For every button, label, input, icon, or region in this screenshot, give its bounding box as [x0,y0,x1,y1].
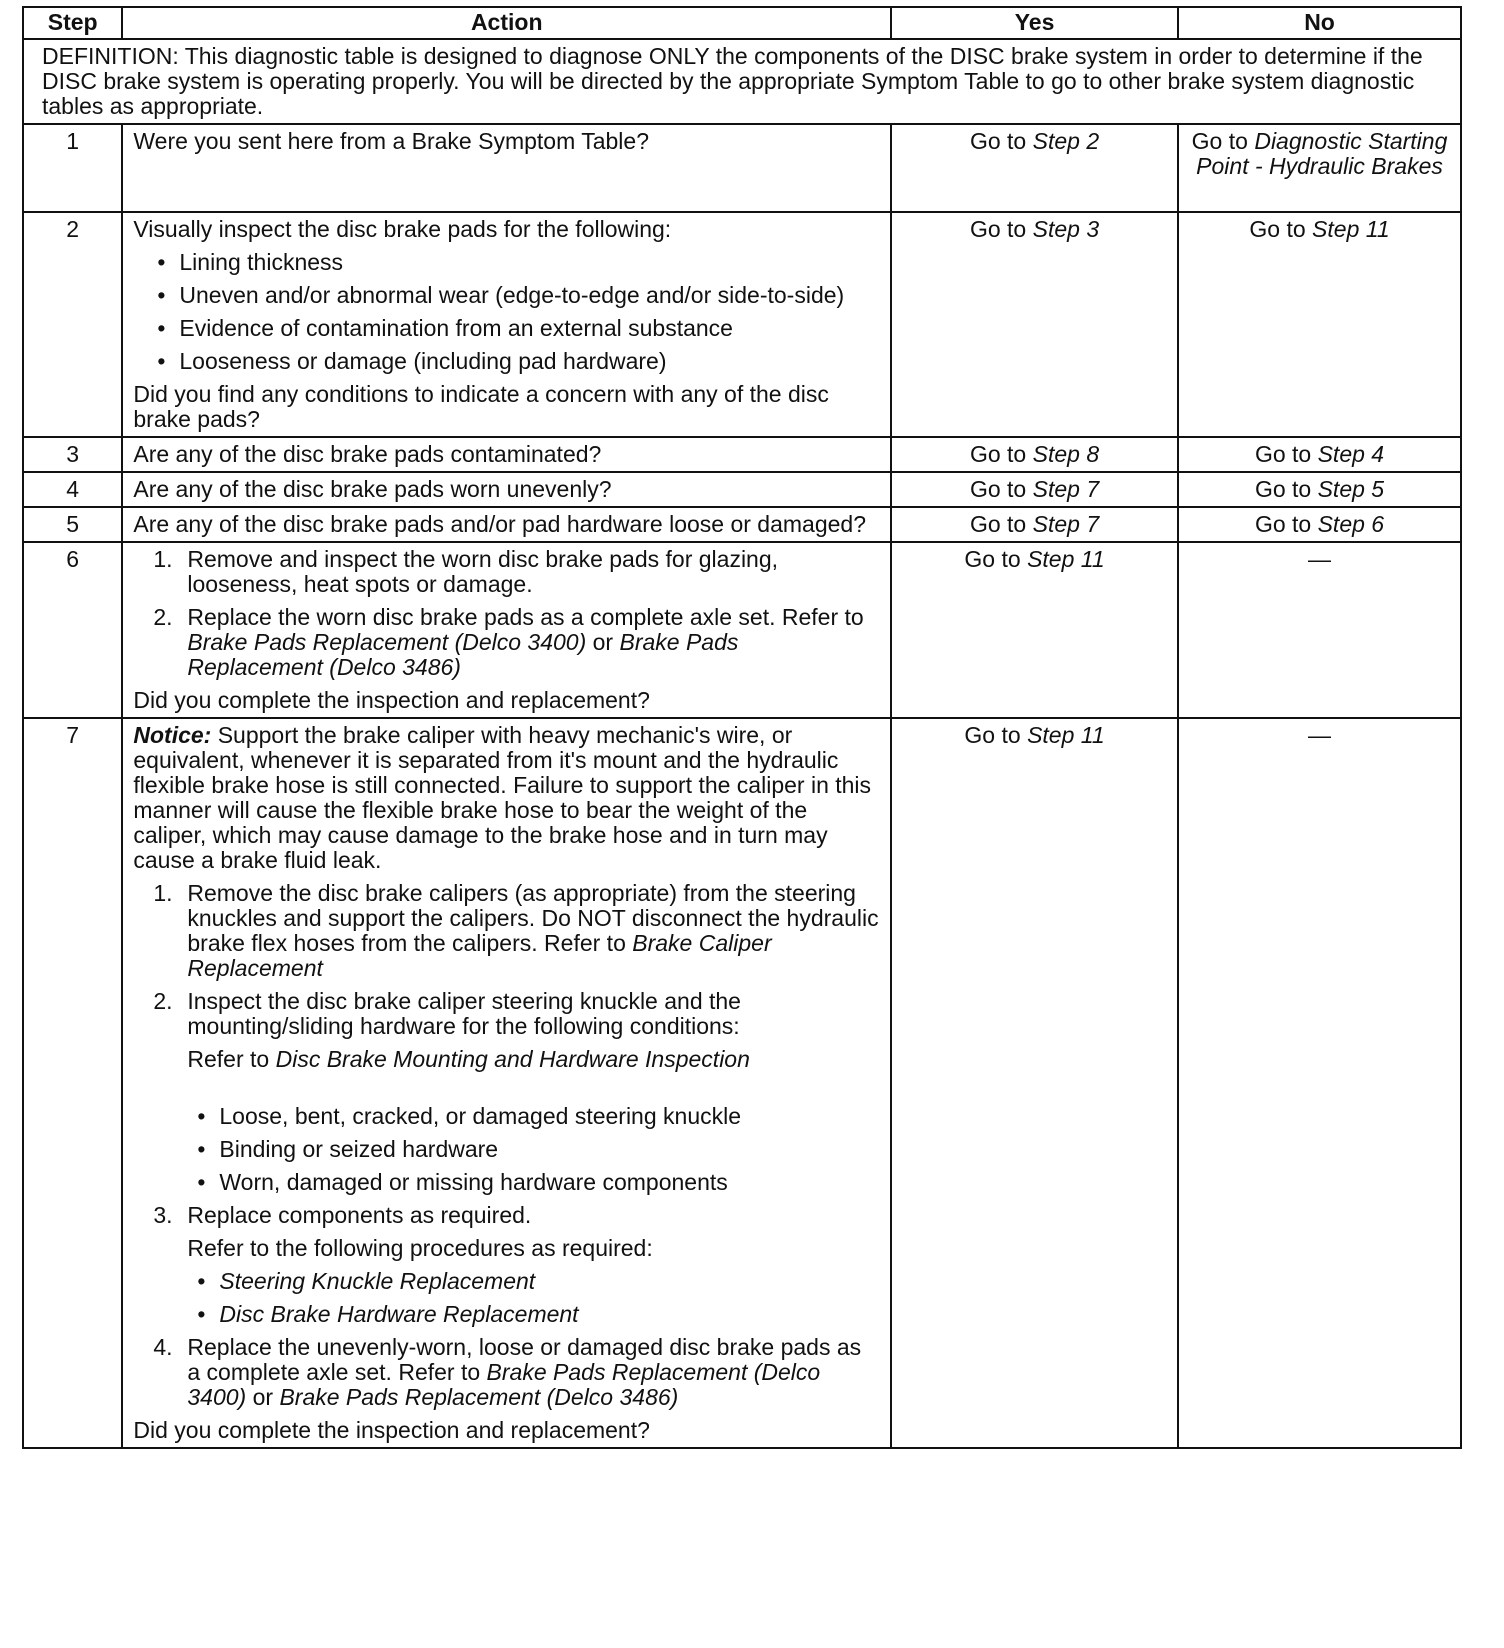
item-number: 2. [153,988,173,1014]
dash-mark: — [1308,722,1332,748]
brake-pads-replacement-3400-link[interactable]: Brake Pads Replacement (Delco 3400) [187,629,587,655]
yes-cell [891,542,1178,718]
item-text: Remove and inspect the worn disc brake pads for glazing, looseness, heat spots or damage. [187,546,779,597]
refer-line [133,1047,880,1072]
refer-to-text: Refer to [544,930,626,956]
notice-label: Notice: [133,722,212,748]
definition-text: DEFINITION: This diagnostic table is designed to diagnose ONLY the components of the DISC brake system in order to determine if the DISC brake system is operating properly. You will be directed by the appropriate Symptom Table to go to other brake system diagnostic tables as appropriate. [23,39,1461,124]
step-link[interactable]: Step 7 [1032,476,1100,502]
step-number: 3 [23,437,122,472]
action-cell [122,542,891,718]
numbered-item [133,1203,880,1228]
table-row [23,507,1461,542]
step-link[interactable]: Step 3 [1032,216,1100,242]
action-cell [122,472,891,507]
goto-text: Go to [964,546,1021,572]
step-number: 1 [23,124,122,212]
item-number: 2. [153,604,173,630]
step-number: 6 [23,542,122,718]
numbered-item [133,881,880,981]
action-cell [122,124,891,212]
step-link[interactable]: Step 4 [1317,441,1385,467]
bullet-item: • Uneven and/or abnormal wear (edge-to-edge and/or side-to-side) [133,283,880,308]
step-link[interactable]: Step 2 [1032,128,1100,154]
numbered-item [133,1335,880,1410]
brake-caliper-replacement-link[interactable]: Brake Caliper Replacement [187,930,772,981]
disc-brake-mounting-inspection-link[interactable]: Disc Brake Mounting and Hardware Inspection [275,1046,750,1072]
bullet-item [133,1302,880,1327]
question-text: Did you complete the inspection and replacement? [133,687,650,713]
steering-knuckle-replacement-link[interactable]: Steering Knuckle Replacement [219,1268,536,1294]
no-cell [1178,507,1461,542]
item-number: 1. [153,546,173,572]
header-row [23,7,1461,39]
goto-text: Go to [1254,476,1312,502]
item-text: Replace the worn disc brake pads as a complete axle set. [187,604,776,630]
question-text: Were you sent here from a Brake Symptom Table? [133,128,649,154]
refer-to-text: Refer to [187,1046,270,1072]
table-row [23,542,1461,718]
diagnostic-starting-point-link[interactable]: Diagnostic Starting Point - Hydraulic Brakes [1196,128,1448,179]
goto-text: Go to [1249,216,1306,242]
numbered-item [133,547,880,597]
header-no: No [1178,7,1461,39]
brake-pads-replacement-3486-link[interactable]: Brake Pads Replacement (Delco 3486) [279,1384,679,1410]
step-link[interactable]: Step 11 [1312,216,1390,242]
no-cell [1178,437,1461,472]
disc-brake-hardware-replacement-link[interactable]: Disc Brake Hardware Replacement [219,1301,579,1327]
step-number: 7 [23,718,122,1448]
numbered-item [133,605,880,680]
or-text: or [592,629,614,655]
step-link[interactable]: Step 11 [1027,722,1105,748]
action-cell [122,437,891,472]
definition-row [23,39,1461,124]
table-row [23,718,1461,1448]
refer-to-text: Refer to [398,1359,481,1385]
step-link[interactable]: Step 11 [1027,546,1105,572]
numbered-item [133,989,880,1039]
yes-cell [891,507,1178,542]
item-number: 3. [153,1202,173,1228]
goto-text: Go to [969,511,1027,537]
bullet-item: • Binding or seized hardware [133,1137,880,1162]
bullet-item: • Loose, bent, cracked, or damaged steering knuckle [133,1104,880,1129]
item-number: 1. [153,880,173,906]
step-number: 2 [23,212,122,437]
item-text: Remove the disc brake calipers (as appropriate) from the steering knuckles and support the calipers. Do NOT disconnect the hydraulic brake flex hoses from the calipers. [187,880,879,956]
question-text: Did you complete the inspection and replacement? [133,1417,650,1443]
dash-mark: — [1308,546,1332,572]
question-text: Are any of the disc brake pads worn unevenly? [133,476,612,502]
or-text: or [252,1384,274,1410]
no-cell [1178,718,1461,1448]
yes-cell [891,472,1178,507]
bullet-item: • Looseness or damage (including pad hardware) [133,349,880,374]
no-cell [1178,472,1461,507]
no-cell [1178,542,1461,718]
yes-cell [891,718,1178,1448]
item-text: Inspect the disc brake caliper steering knuckle and the mounting/sliding hardware for the following conditions: [187,988,741,1039]
yes-cell [891,124,1178,212]
table-row [23,212,1461,437]
brake-pads-replacement-3486-link[interactable]: Brake Pads Replacement (Delco 3486) [187,629,739,680]
step-link[interactable]: Step 8 [1032,441,1100,467]
goto-text: Go to [1254,511,1312,537]
goto-text: Go to [969,128,1027,154]
bullet-item: • Lining thickness [133,250,880,275]
diagnostic-page [22,6,1462,1449]
header-action: Action [122,7,891,39]
goto-text: Go to [969,441,1027,467]
yes-cell [891,437,1178,472]
step-link[interactable]: Step 6 [1317,511,1385,537]
no-cell [1178,212,1461,437]
goto-text: Go to [969,476,1027,502]
notice-body: Support the brake caliper with heavy mechanic's wire, or equivalent, whenever it is separated from it's mount and the hydraulic flexible brake hose is still connected. Failure to support the caliper in this manner will cause the flexible brake hose to bear the weight of the caliper, which may cause damage to the brake hose and in turn may cause a brake fluid leak. [133,722,872,873]
header-yes: Yes [891,7,1178,39]
brake-pads-replacement-3400-link[interactable]: Brake Pads Replacement (Delco 3400) [187,1359,821,1410]
no-cell [1178,124,1461,212]
step-link[interactable]: Step 5 [1317,476,1385,502]
action-cell [122,212,891,437]
goto-text: Go to [964,722,1021,748]
action-cell [122,718,891,1448]
table-row [23,124,1461,212]
diagnostic-table [22,6,1462,1449]
sub-text: Refer to the following procedures as required: [187,1235,653,1261]
item-number: 4. [153,1334,173,1360]
action-cell [122,507,891,542]
question-text: Are any of the disc brake pads contaminated? [133,441,602,467]
step-number: 4 [23,472,122,507]
question-text: Did you find any conditions to indicate a concern with any of the disc brake pads? [133,381,829,432]
table-row [23,437,1461,472]
bullet-item: • Evidence of contamination from an external substance [133,316,880,341]
bullet-item: • Worn, damaged or missing hardware components [133,1170,880,1195]
step-number: 5 [23,507,122,542]
goto-text: Go to [969,216,1027,242]
table-row [23,472,1461,507]
refer-to-text: Refer to [781,604,864,630]
goto-text: Go to [1254,441,1312,467]
bullet-item [133,1269,880,1294]
step-link[interactable]: Step 7 [1032,511,1100,537]
goto-text: Go to [1191,128,1248,154]
yes-cell [891,212,1178,437]
question-text: Are any of the disc brake pads and/or pad hardware loose or damaged? [133,511,867,537]
item-text: Replace components as required. [187,1202,532,1228]
item-text: Replace the unevenly-worn, loose or damaged disc brake pads as a complete axle set. [187,1334,862,1385]
intro-text: Visually inspect the disc brake pads for the following: [133,216,672,242]
notice-text [133,723,880,873]
header-step: Step [23,7,122,39]
